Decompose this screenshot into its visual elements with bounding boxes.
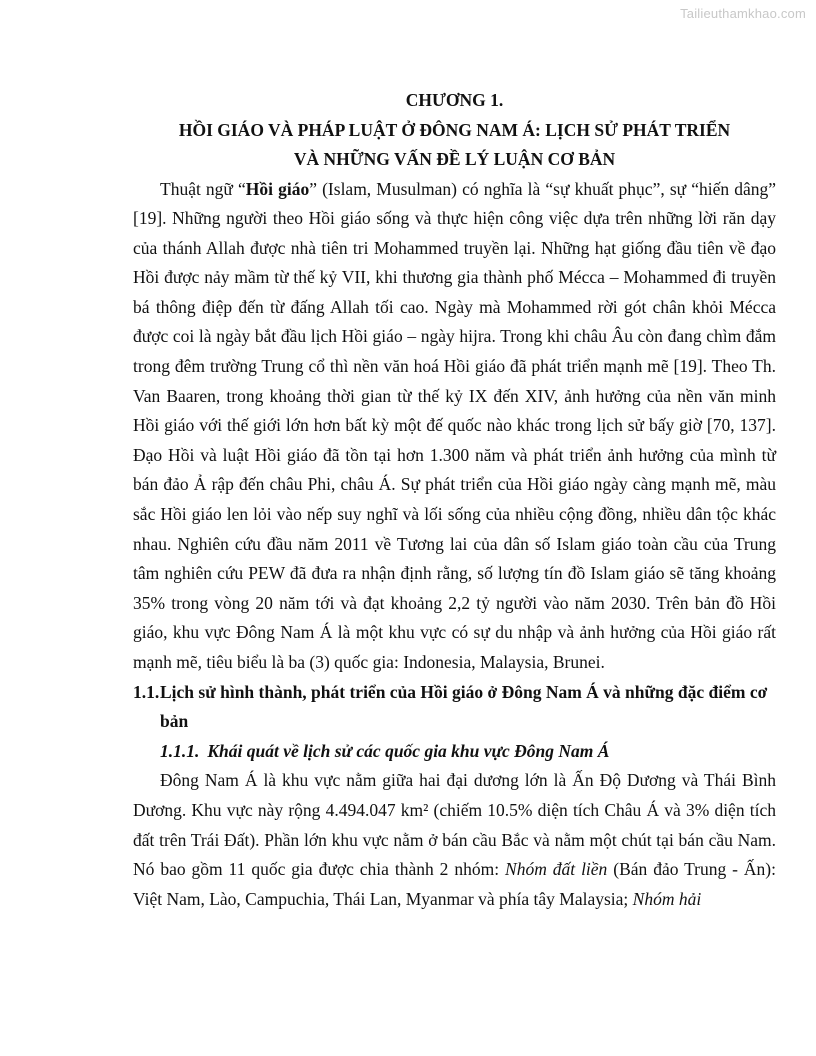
body-paragraph-2 [133, 766, 776, 914]
section-number: 1.1. [133, 681, 160, 702]
subsection-title: Khái quát về lịch sử các quốc gia khu vực Đông Nam Á [207, 740, 610, 761]
section-title: Lịch sử hình thành, phát triển của Hồi giáo ở Đông Nam Á và những đặc điểm cơ bản [160, 681, 768, 732]
chapter-label: CHƯƠNG 1. [405, 90, 504, 110]
watermark: Tailieuthamkhao.com [680, 6, 806, 21]
body2-italic1: Nhóm đất liền [505, 859, 608, 880]
body2-part2: (Bán đảo Trung - Ấn): Việt Nam, Lào, Campuchia, Thái Lan, Myanmar và phía tây Malaysia; [133, 859, 776, 909]
chapter-title-line-1: HỒI GIÁO VÀ PHÁP LUẬT Ở ĐÔNG NAM Á: LỊCH SỬ PHÁT TRIỂN [178, 119, 731, 140]
subsection-heading-1-1-1 [133, 737, 776, 767]
subsection-number: 1.1.1. [160, 740, 200, 761]
section-heading-1-1 [133, 678, 776, 737]
intro-rest: ” (Islam, Musulman) có nghĩa là “sự khuất phục”, sự “hiến dâng” [19]. Những người theo Hồi giáo sống và thực hiện công việc dựa trên những lời răn dạy của thánh Allah được nhà tiên tri Mohammed truyền lại. Những hạt giống đầu tiên về đạo Hồi được nảy mầm từ thế kỷ VII, khi thương gia thành phố Mécca – Mohammed đi truyền bá thông điệp đến từ đấng Allah tối cao. Ngày mà Mohammed rời gót chân khỏi Mécca được coi là ngày bắt đầu lịch Hồi giáo – ngày hijra. Trong khi châu Âu còn đang chìm đắm trong đêm trường Trung cổ thì nền văn hoá Hồi giáo đã phát triển mạnh mẽ [19]. Theo Th. Van Baaren, trong khoảng thời gian từ thế kỷ IX đến XIV, ảnh hưởng của nền văn minh Hồi giáo với thế giới lớn hơn bất kỳ một đế quốc nào khác trong lịch sử bấy giờ [70, 137]. Đạo Hồi và luật Hồi giáo đã tồn tại hơn 1.300 năm và phát triển ảnh hưởng của mình từ bán đảo Ả rập đến châu Phi, châu Á. Sự phát triển của Hồi giáo ngày càng mạnh mẽ, màu sắc Hồi giáo len lỏi vào nếp suy nghĩ và lối sống của nhiều cộng đồng, nhiều dân tộc khác nhau. Nghiên cứu đầu năm 2011 về Tương lai của dân số Islam giáo toàn cầu của Trung tâm nghiên cứu PEW đã đưa ra nhận định rằng, số lượng tín đồ Islam giáo sẽ tăng khoảng 35% trong vòng 20 năm tới và đạt khoảng 2,2 tỷ người vào năm 2030. Trên bản đồ Hồi giáo, khu vực Đông Nam Á là một khu vực có sự du nhập và ảnh hưởng của Hồi giáo rất mạnh mẽ, tiêu biểu là ba (3) quốc gia: Indonesia, Malaysia, Brunei. [133, 178, 776, 672]
document-page [133, 86, 776, 914]
intro-term: Hồi giáo [245, 178, 310, 199]
intro-paragraph [133, 175, 776, 678]
chapter-title-line-2: VÀ NHỮNG VẤN ĐỀ LÝ LUẬN CƠ BẢN [293, 149, 616, 169]
intro-lead: Thuật ngữ “ [160, 178, 246, 199]
body2-part1: Đông Nam Á là khu vực nằm giữa hai đại dương lớn là Ấn Độ Dương và Thái Bình Dương. Khu vực này rộng 4.494.047 km² (chiếm 10.5% diện tích Châu Á và 3% diện tích đất trên Trái Đất). Phần lớn khu vực nằm ở bán cầu Bắc và nằm một chút tại bán cầu Nam. Nó bao gồm 11 quốc gia được chia thành 2 nhóm: [133, 770, 776, 880]
body2-italic2: Nhóm hải [632, 888, 702, 909]
